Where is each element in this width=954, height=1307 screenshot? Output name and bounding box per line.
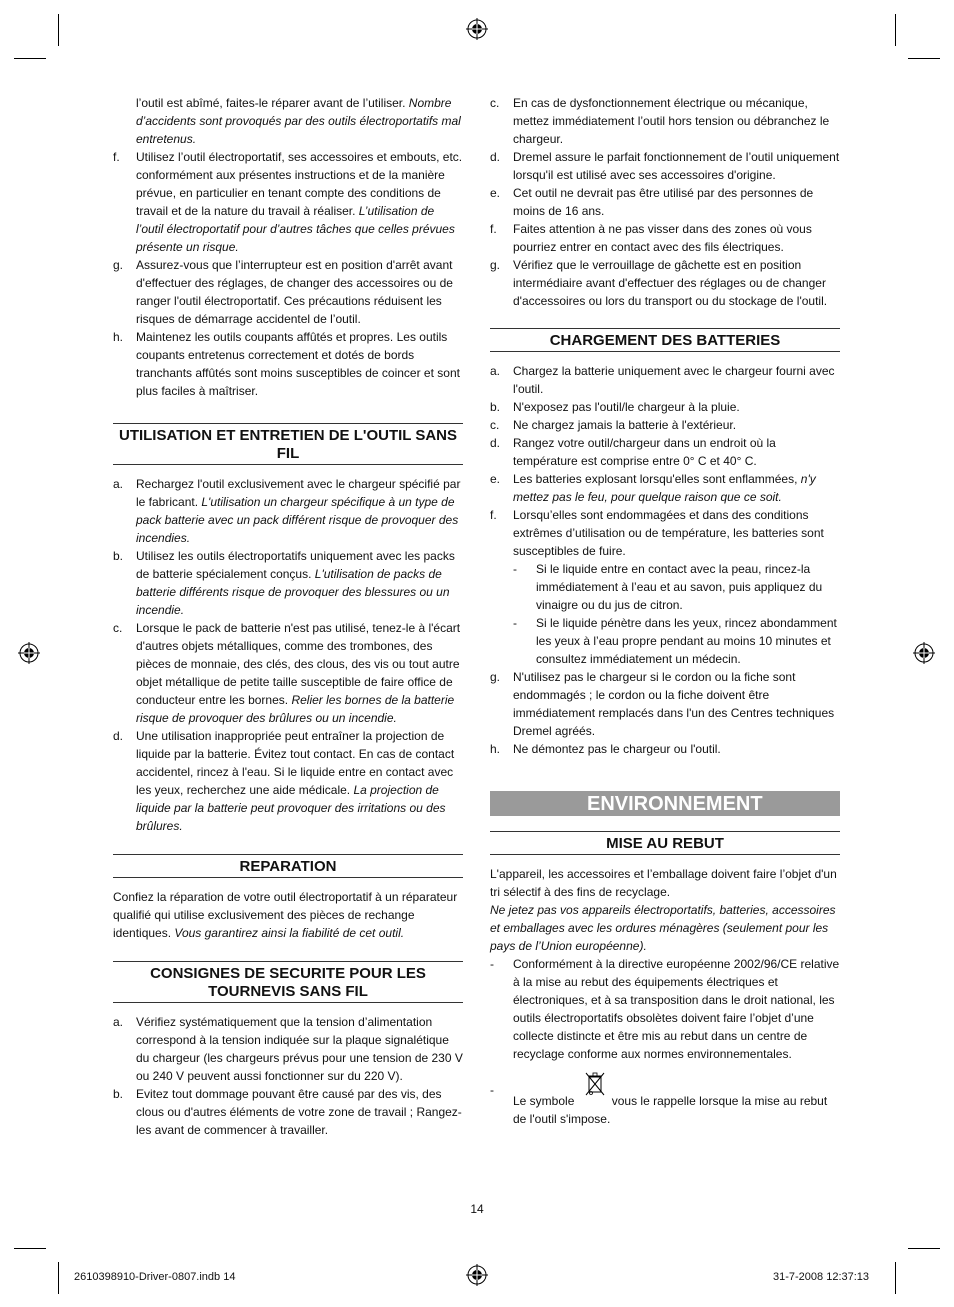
list-letter: b. [490, 400, 501, 414]
charging-list-g-h [490, 668, 840, 758]
section-title-utilisation: UTILISATION ET ENTRETIEN DE L'OUTIL SANS FIL [113, 423, 463, 465]
list-item [113, 727, 463, 835]
list-item [113, 619, 463, 727]
list-text: Faites attention à ne pas visser dans des zones où vous pourriez entrer en contact avec des fils électriques. [513, 222, 812, 254]
dash-text: Conformément à la directive européenne 2002/96/CE relative à la mise au rebut des équipements électriques et électroniques, et à sa transposition dans le droit national, les outils électroportatifs obsolètes doivent faire l’objet d’une collecte distincte et être mis au rebut dans un centre de recyclage conforme aux normes environnementales. [513, 957, 840, 1061]
list-item [490, 256, 840, 310]
intro-italic: Nombre d’accidents sont provoqués par des outils électroportatifs mal entretenus. [136, 96, 461, 146]
registration-mark-icon [18, 642, 40, 664]
list-text: N'utilisez pas le chargeur si le cordon ou la fiche sont endommagés ; le cordon ou la fiche doivent être immédiatement remplacés dans l'un des Centres techniques Dremel agréés. [513, 670, 835, 738]
list-text: Vérifiez que le verrouillage de gâchette est en position intermédiaire avant d'effectuer des réglages ou de changer d'accessoires ou lors du transport ou du stockage de l'outil. [513, 258, 828, 308]
dash-text: Si le liquide pénètre dans les yeux, rincez abondamment les yeux à l’eau propre pendant au moins 10 minutes et consultez immédiatement un médecin. [536, 616, 837, 666]
left-column [113, 94, 463, 1139]
list-italic: L’utilisation de l’outil électroportatif pour d’autres tâches que celles prévues présente un risque. [136, 204, 455, 254]
list-letter: b. [113, 549, 124, 563]
reparation-italic: Vous garantirez ainsi la fiabilité de cet outil. [174, 926, 405, 940]
battery-tool-list [113, 475, 463, 835]
symbol-line-after: vous le rappelle lorsque la mise au rebut de l'outil s'impose. [513, 1094, 828, 1126]
list-item [490, 416, 840, 434]
list-item [490, 740, 840, 758]
section-title-consignes: CONSIGNES DE SECURITE POUR LES TOURNEVIS SANS FIL [113, 961, 463, 1003]
section-title-reparation: REPARATION [113, 854, 463, 878]
list-letter: d. [490, 436, 501, 450]
list-item [490, 362, 840, 398]
right-column [490, 94, 840, 1128]
list-text: Rechargez l'outil exclusivement avec le chargeur spécifié par le fabricant. [136, 477, 461, 509]
symbol-line [490, 1081, 840, 1128]
list-item [490, 398, 840, 416]
list-letter: c. [490, 96, 500, 110]
section-title-chargement: CHARGEMENT DES BATTERIES [490, 328, 840, 352]
list-item [490, 506, 840, 560]
list-letter: g. [490, 670, 501, 684]
list-item [113, 328, 463, 400]
list-text: Vérifiez systématiquement que la tension d’alimentation correspond à la tension indiquée sur la plaque signalétique du chargeur (les chargeurs prévus pour une tension de 230 V ou 240 V peuvent aussi fonctionner sur du 220 V). [136, 1015, 463, 1083]
list-item [113, 148, 463, 256]
list-item [490, 184, 840, 220]
list-letter: f. [490, 508, 497, 522]
dash-item [490, 560, 840, 614]
list-text: Chargez la batterie uniquement avec le chargeur fourni avec l'outil. [513, 364, 835, 396]
registration-mark-icon [466, 18, 488, 40]
rebut-italic-text: Ne jetez pas vos appareils électroportatifs, batteries, accessoires et emballages avec les ordures ménagères (seulement pour les pays de l’Union européenne). [490, 903, 836, 953]
dash-item [490, 955, 840, 1063]
screwdriver-safety-list [113, 1013, 463, 1139]
list-italic: n'y mettez pas le feu, pour quelque raison que ce soit. [513, 472, 816, 504]
list-letter: b. [113, 1087, 124, 1101]
list-text: Une utilisation inappropriée peut entraîner la projection de liquide par la batterie. Évitez tout contact. En cas de contact accidentel, rincez à l'eau. Si le liquide entre en contact avec les yeux, recherchez une aide médicale. [136, 729, 455, 797]
list-text: Cet outil ne devrait pas être utilisé par des personnes de moins de 16 ans. [513, 186, 814, 218]
list-text: En cas de dysfonctionnement électrique ou mécanique, mettez immédiatement l’outil hors tension ou débranchez le chargeur. [513, 96, 830, 146]
list-letter: d. [490, 150, 501, 164]
crop-mark [895, 14, 896, 46]
list-item [113, 547, 463, 619]
section-title-mise-au-rebut: MISE AU REBUT [490, 831, 840, 855]
list-text: Evitez tout dommage pouvant être causé par des vis, des clous ou d'autres éléments de votre zone de travail ; Rangez-les avant de commencer à travailler. [136, 1087, 462, 1137]
list-text: Utilisez les outils électroportatifs uniquement avec les packs de batterie spécialement conçus. [136, 549, 455, 581]
crop-mark [895, 1262, 896, 1294]
symbol-line-before: Le symbole [513, 1094, 575, 1108]
rebut-dash-list [490, 955, 840, 1063]
list-italic: L'utilisation un chargeur spécifique à un type de pack batterie avec un pack différent risque de provoquer des incendies. [136, 495, 459, 545]
intro-text: l’outil est abîmé, faites-le réparer avant de l’utiliser. [136, 96, 409, 110]
dash-marker: - [490, 1083, 494, 1097]
list-item [113, 1085, 463, 1139]
list-item [490, 668, 840, 740]
list-item [490, 148, 840, 184]
crop-mark [908, 58, 940, 59]
list-text: Lorsqu’elles sont endommagées et dans des conditions extrêmes d’utilisation ou de température, les batteries sont susceptibles de fuire. [513, 508, 824, 558]
crop-mark [908, 1248, 940, 1249]
dash-marker: - [490, 957, 494, 971]
dash-item [490, 614, 840, 668]
list-text: Lorsque le pack de batterie n'est pas utilisé, tenez-le à l'écart d'autres objets métalliques, comme des trombones, des pièces de monnaie, des clés, des clous, des vis ou tout autre objet métallique de petite taille susceptible de faire office de conducteur entre les bornes. [136, 621, 461, 707]
environnement-banner: ENVIRONNEMENT [490, 791, 840, 816]
rebut-text: L'appareil, les accessoires et l’emballage doivent faire l’objet d'un tri sélectif à des fins de recyclage. [490, 867, 837, 899]
list-text: Ne démontez pas le chargeur ou l'outil. [513, 742, 721, 756]
list-letter: a. [113, 477, 124, 491]
list-text: Ne chargez jamais la batterie à l'extérieur. [513, 418, 737, 432]
list-item [113, 256, 463, 328]
list-letter: g. [490, 258, 501, 272]
crop-mark [58, 14, 59, 46]
page-number: 14 [470, 1202, 484, 1216]
dash-marker: - [513, 562, 517, 576]
list-letter: c. [113, 621, 123, 635]
rebut-italic [490, 901, 840, 955]
crossed-out-wheelie-bin-icon [584, 1071, 606, 1097]
list-item [490, 94, 840, 148]
safety-list-c-g [490, 94, 840, 310]
list-item [490, 434, 840, 470]
list-letter: a. [113, 1015, 124, 1029]
leak-sub-list [490, 560, 840, 668]
footer-file: 2610398910-Driver-0807.indb 14 [74, 1271, 236, 1283]
crop-mark [58, 1262, 59, 1294]
registration-mark-icon [466, 1264, 488, 1286]
reparation-paragraph [113, 888, 463, 942]
list-letter: h. [113, 330, 124, 344]
intro-paragraph [113, 94, 463, 148]
list-letter: d. [113, 729, 124, 743]
list-letter: f. [490, 222, 497, 236]
list-text: Les batteries explosant lorsqu'elles sont enflammées, [513, 472, 801, 486]
reparation-text: Confiez la réparation de votre outil électroportatif à un réparateur qualifié qui utilise exclusivement des pièces de rechange identiques. [113, 890, 458, 940]
crop-mark [14, 58, 46, 59]
list-letter: g. [113, 258, 124, 272]
list-text: N'exposez pas l'outil/le chargeur à la pluie. [513, 400, 740, 414]
list-text: Maintenez les outils coupants affûtés et propres. Les outils coupants entretenus correctement et dotés de bords tranchants affûtés sont moins susceptibles de coincer et sont plus faciles à maîtriser. [136, 330, 460, 398]
list-text: Rangez votre outil/chargeur dans un endroit où la température est comprise entre 0° C et 40° C. [513, 436, 776, 468]
dash-text: Si le liquide entre en contact avec la peau, rincez-la immédiatement à l’eau et au savon, puis appliquez du vinaigre ou du jus de citron. [536, 562, 823, 612]
list-letter: a. [490, 364, 501, 378]
footer-date: 31-7-2008 12:37:13 [773, 1271, 870, 1283]
list-letter: f. [113, 150, 120, 164]
list-letter: h. [490, 742, 501, 756]
dash-marker: - [513, 616, 517, 630]
list-letter: e. [490, 472, 501, 486]
safety-list-f-h [113, 148, 463, 400]
list-item [490, 470, 840, 506]
registration-mark-icon [913, 642, 935, 664]
list-italic: L'utilisation de packs de batterie différents risque de provoquer des blessures ou un incendie. [136, 567, 450, 617]
list-italic: Relier les bornes de la batterie risque de provoquer des brûlures ou un incendie. [136, 693, 455, 725]
list-item [490, 220, 840, 256]
list-text: Dremel assure le parfait fonctionnement de l’outil uniquement lorsqu'il est utilisé avec ses accessoires d'origine. [513, 150, 840, 182]
list-italic: La projection de liquide par la batterie peut provoquer des irritations ou des brûlures. [136, 783, 446, 833]
list-text: Assurez-vous que l’interrupteur est en position d'arrêt avant d'effectuer des réglages, de changer des accessoires ou de ranger l'outil électroportatif. Ces précautions réduisent les risques de démarrage accidentel de l’outil. [136, 258, 453, 326]
list-text: Utilisez l’outil électroportatif, ses accessoires et embouts, etc. conformément aux présentes instructions et de la manière prévue, en particulier en tenant compte des conditions de travail et de la nature du travail à réaliser. [136, 150, 463, 218]
list-letter: e. [490, 186, 501, 200]
list-letter: c. [490, 418, 500, 432]
crop-mark [14, 1248, 46, 1249]
list-item [113, 1013, 463, 1085]
charging-list [490, 362, 840, 560]
list-item [113, 475, 463, 547]
